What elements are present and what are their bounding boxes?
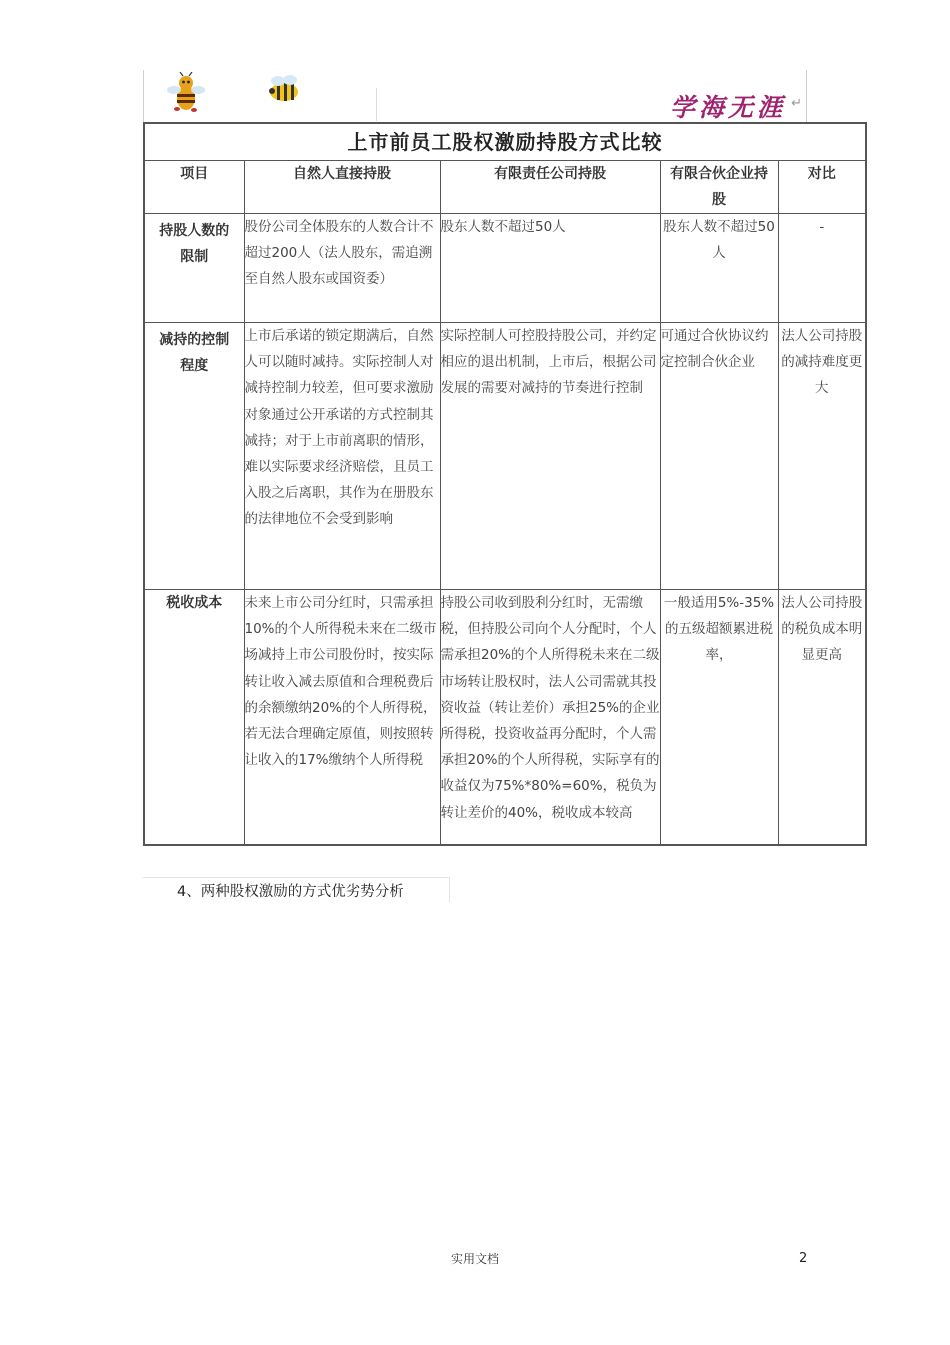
cell-limited-partnership: 股东人数不超过50人 — [660, 214, 778, 323]
column-header-limited-partnership: 有限合伙企业持股 — [660, 161, 778, 214]
column-header-item: 项目 — [144, 161, 244, 214]
brand-logo-text: 学海无涯 — [669, 93, 786, 122]
cell-comparison: - — [778, 214, 866, 323]
table-row — [144, 214, 866, 323]
cell-comparison: 法人公司持股的减持难度更大 — [778, 323, 866, 590]
column-header-llc: 有限责任公司持股 — [440, 161, 660, 214]
cell-natural-person: 股份公司全体股东的人数合计不超过200人（法人股东，需追溯至自然人股东或国资委） — [244, 214, 440, 323]
column-header-comparison: 对比 — [778, 161, 866, 214]
row-label: 减持的控制程度 — [144, 323, 244, 590]
table-row — [144, 323, 866, 590]
bee-icon — [262, 74, 306, 104]
cell-limited-partnership: 一般适用5%-35%的五级超额累进税率， — [660, 590, 778, 846]
footer-label: 实用文档 — [450, 1252, 499, 1266]
section-heading — [143, 877, 450, 902]
cell-llc: 实际控制人可控股持股公司，并约定相应的退出机制，上市后，根据公司发展的需要对减持的节奏进行控制 — [440, 323, 660, 590]
section-heading-text: 4、两种股权激励的方式优劣势分析 — [177, 884, 404, 900]
comparison-table-container — [143, 122, 865, 846]
row-label: 税收成本 — [144, 590, 244, 846]
cell-natural-person: 未来上市公司分红时，只需承担10%的个人所得税未来在二级市场减持上市公司股份时，按实际转让收入减去原值和合理税费后的余额缴纳20%的个人所得税，若无法合理确定原值，则按照转让收入的17%缴纳个人所得税 — [244, 590, 440, 846]
table-header-row — [144, 161, 866, 214]
header-divider — [376, 88, 377, 121]
table-title: 上市前员工股权激励持股方式比较 — [144, 123, 866, 161]
page-number: 2 — [799, 1251, 808, 1266]
paragraph-mark: ↵ — [791, 96, 802, 111]
row-label: 持股人数的限制 — [144, 214, 244, 323]
cell-limited-partnership: 可通过合伙协议约定控制合伙企业 — [660, 323, 778, 590]
table-row — [144, 590, 866, 846]
cell-llc: 持股公司收到股利分红时，无需缴税，但持股公司向个人分配时，个人需承担20%的个人所得税未来在二级市场转让股权时，法人公司需就其投资收益（转让差价）承担25%的企业所得税，投资收益再分配时，个人需承担20%的个人所得税，实际享有的收益仅为75%*80%=60%，税负为转让差价的40%，税收成本较高 — [440, 590, 660, 846]
page-header — [143, 70, 807, 123]
cell-natural-person: 上市后承诺的锁定期满后，自然人可以随时减持。实际控制人对减持控制力较差，但可要求激励对象通过公开承诺的方式控制其减持；对于上市前离职的情形，难以实际要求经济赔偿，且员工入股之后离职，其作为在册股东的法律地位不会受到影响 — [244, 323, 440, 590]
comparison-table — [143, 122, 867, 846]
bee-icon — [164, 72, 208, 114]
cell-llc: 股东人数不超过50人 — [440, 214, 660, 323]
column-header-natural-person: 自然人直接持股 — [244, 161, 440, 214]
cell-comparison: 法人公司持股的税负成本明显更高 — [778, 590, 866, 846]
